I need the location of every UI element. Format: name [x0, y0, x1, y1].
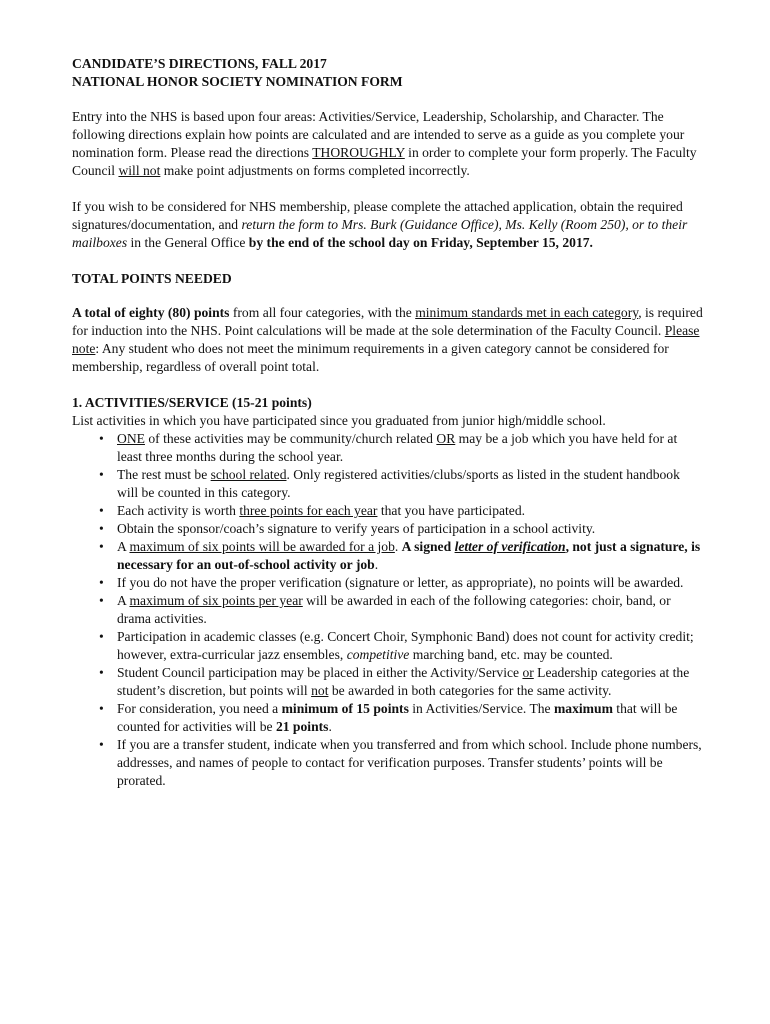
bullet-text: that you have participated. — [377, 503, 526, 518]
bullet-competitive: competitive — [346, 647, 410, 662]
bullet-three-points: three points for each year — [239, 503, 378, 518]
form-title-line-1: CANDIDATE’S DIRECTIONS, FALL 2017 — [72, 56, 327, 71]
bullet-text: A — [117, 539, 130, 554]
total-please-note: Please note — [72, 323, 700, 356]
bullet-one: ONE — [117, 431, 145, 446]
bullet-21-points: 21 points — [275, 719, 329, 734]
bullet-text: . — [394, 539, 402, 554]
bullet-text: A — [117, 593, 130, 608]
list-item — [72, 628, 704, 664]
bullet-text: The rest must be — [117, 467, 211, 482]
bullet-text: Student Council participation may be placed in either the Activity/Service — [117, 665, 523, 680]
bullet-six-points-per-year: maximum of six points per year — [129, 593, 303, 608]
intro-paragraph — [72, 108, 704, 180]
bullet-school-related: school related — [210, 467, 287, 482]
bullet-text: of these activities may be community/church related — [144, 431, 437, 446]
bullet-text: that will be counted for activities will be — [117, 701, 678, 734]
total-minimum-standards: minimum standards met in each category — [415, 305, 639, 320]
list-item — [72, 538, 704, 574]
bullet-not-underlined: not — [311, 683, 329, 698]
total-eighty-points: A total of eighty (80) points — [72, 305, 230, 320]
total-points-paragraph — [72, 304, 704, 376]
submission-text-b: in the General Office — [127, 235, 249, 250]
bullet-text: If you are a transfer student, indicate when you transferred and from which school. Include phone numbers, addresses, and names of people to contact for verification purposes. Transfer students’ points will be prorated. — [117, 737, 702, 788]
bullet-text: For consideration, you need a — [117, 701, 282, 716]
bullet-text: . Only registered activities/clubs/sports as listed in the student handbook will be counted in this category. — [117, 467, 680, 500]
form-title-line-2: NATIONAL HONOR SOCIETY NOMINATION FORM — [72, 74, 403, 89]
bullet-text: Obtain the sponsor/coach’s signature to verify years of participation in a school activity. — [117, 521, 596, 536]
bullet-text: Each activity is worth — [117, 503, 240, 518]
document-page — [72, 55, 704, 790]
bullet-text: If you do not have the proper verification (signature or letter, as appropriate), no points will be awarded. — [117, 575, 684, 590]
bullet-maximum: maximum — [553, 701, 613, 716]
intro-thoroughly: THOROUGHLY — [312, 145, 405, 160]
list-item — [72, 736, 704, 790]
bullet-text: marching band, etc. may be counted. — [409, 647, 613, 662]
total-text-b: , is required for induction into the NHS. Point calculations will be made at the sole determination of the Faculty Council. — [72, 305, 703, 338]
bullet-text: in Activities/Service. The — [408, 701, 554, 716]
bullet-or: OR — [436, 431, 456, 446]
intro-text-b: in order to complete your form properly. The Faculty Council — [72, 145, 697, 178]
bullet-text: Leadership categories at the student’s discretion, but points will — [117, 665, 690, 698]
list-item — [72, 430, 704, 466]
bullet-text: . — [374, 557, 379, 572]
bullet-text: may be a job which you have held for at least three months during the school year. — [117, 431, 678, 464]
list-item — [72, 574, 704, 592]
intro-will-not: will not — [118, 163, 161, 178]
submission-deadline: by the end of the school day on Friday, September 15, 2017. — [248, 235, 593, 250]
intro-text-a: Entry into the NHS is based upon four areas: Activities/Service, Leadership, Scholarship, and Character. The following directions explain how points are calculated and are intended to serve as a guide as you complete your nomination form. Please read the directions — [72, 109, 685, 160]
list-item — [72, 592, 704, 628]
bullet-or-underlined: or — [522, 665, 534, 680]
activities-heading: 1. ACTIVITIES/SERVICE (15-21 points) — [72, 395, 312, 410]
submission-text-a: If you wish to be considered for NHS membership, please complete the attached application, obtain the required signatures/documentation, and — [72, 199, 683, 232]
activities-bullet-list — [72, 430, 704, 790]
intro-text-c: make point adjustments on forms completed incorrectly. — [160, 163, 470, 178]
submission-paragraph — [72, 198, 704, 252]
list-item — [72, 502, 704, 520]
bullet-minimum-15: minimum of 15 points — [281, 701, 409, 716]
bullet-letter-of-verification: letter of verification — [454, 539, 566, 554]
bullet-bold-text: , not just a signature, is necessary for an out-of-school activity or job — [117, 539, 701, 572]
submission-return-instructions: return the form to Mrs. Burk (Guidance Office), Ms. Kelly (Room 250), or to their mailboxes — [72, 217, 688, 250]
list-item — [72, 520, 704, 538]
bullet-text: be awarded in both categories for the same activity. — [328, 683, 612, 698]
list-item — [72, 664, 704, 700]
bullet-text: will be awarded in each of the following categories: choir, band, or drama activities. — [117, 593, 671, 626]
bullet-job-maximum: maximum of six points will be awarded for a job — [129, 539, 395, 554]
list-item — [72, 466, 704, 502]
total-points-heading: TOTAL POINTS NEEDED — [72, 271, 232, 286]
activities-intro: List activities in which you have participated since you graduated from junior high/middle school. — [72, 413, 606, 428]
bullet-text: . — [328, 719, 332, 734]
total-text-a: from all four categories, with the — [229, 305, 416, 320]
bullet-bold-text: A signed — [401, 539, 455, 554]
total-text-c: : Any student who does not meet the minimum requirements in a given category cannot be considered for membership, regardless of overall point total. — [72, 341, 669, 374]
list-item — [72, 700, 704, 736]
bullet-text: Participation in academic classes (e.g. Concert Choir, Symphonic Band) does not count for activity credit; however, extra-curricular jazz ensembles, — [117, 629, 694, 662]
